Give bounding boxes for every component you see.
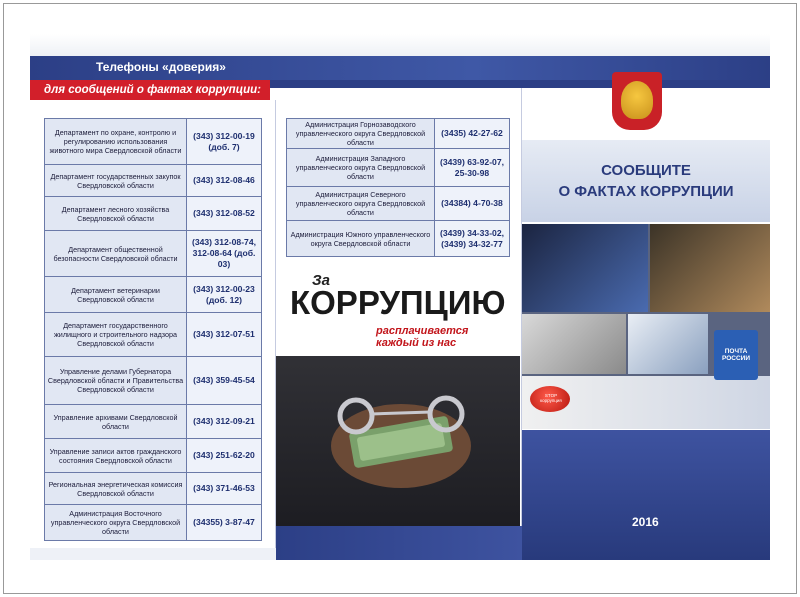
- phone-number: (343) 312-08-52: [187, 197, 262, 231]
- hotline-subtitle: для сообщений о фактах коррупции:: [44, 84, 262, 96]
- org-name: Департамент по охране, контролю и регулированию использования животного мира Свердловской области: [45, 119, 187, 165]
- phone-number: (3439) 34-33-02, (3439) 34-32-77: [435, 221, 510, 257]
- slogan-word: КОРРУПЦИЮ: [290, 284, 506, 321]
- table-row: [287, 119, 510, 149]
- coat-of-arms-icon: [612, 72, 662, 130]
- cover-title-line-2: О ФАКТАХ КОРРУПЦИИ: [558, 183, 734, 200]
- slogan-line-1: расплачивается: [376, 325, 469, 337]
- phone-number: (343) 371-46-53: [187, 473, 262, 505]
- org-name: Департамент лесного хозяйства Свердловской области: [45, 197, 187, 231]
- table-row: [287, 221, 510, 257]
- table-row: [287, 149, 510, 187]
- cover-year: 2016: [632, 515, 659, 529]
- org-name: Департамент государственных закупок Свердловской области: [45, 165, 187, 197]
- tablet-image: [522, 314, 626, 374]
- slogan-box: [276, 268, 520, 356]
- handcuffed-hands-illustration: [316, 376, 486, 496]
- table-row: [45, 313, 262, 357]
- hotline-title: Телефоны «доверия»: [96, 60, 226, 74]
- org-name: Департамент общественной безопасности Свердловской области: [45, 231, 187, 277]
- slogan-pays: [376, 326, 468, 349]
- org-name: Администрация Горнозаводского управленческого округа Свердловской области: [287, 119, 435, 149]
- contacts-table-middle: [286, 118, 510, 257]
- table-row: [45, 197, 262, 231]
- table-row: [45, 165, 262, 197]
- org-name: Департамент государственного жилищного и строительного надзора Свердловской области: [45, 313, 187, 357]
- phone-number: (343) 251-62-20: [187, 439, 262, 473]
- table-row: [45, 505, 262, 541]
- phone-number: (343) 312-08-46: [187, 165, 262, 197]
- cover-title-line-1: СООБЩИТЕ: [601, 162, 691, 179]
- cover-bottom-band: [522, 430, 770, 560]
- contacts-table-left: [44, 118, 262, 541]
- stop-label-2: коррупция: [540, 397, 562, 403]
- smartphone-image: [628, 314, 708, 374]
- org-name: Управление записи актов гражданского состояния Свердловской области: [45, 439, 187, 473]
- table-row: [45, 357, 262, 405]
- org-name: Администрация Северного управленческого округа Свердловской области: [287, 187, 435, 221]
- phone-number: (343) 312-09-21: [187, 405, 262, 439]
- table-row: [287, 187, 510, 221]
- table-row: [45, 473, 262, 505]
- org-name: Управление делами Губернатора Свердловской области и Правительства Свердловской области: [45, 357, 187, 405]
- anti-corruption-poster: [276, 268, 520, 526]
- telephone-image: [650, 224, 770, 312]
- stop-label: [534, 394, 568, 404]
- org-name: Региональная энергетическая комиссия Свердловской области: [45, 473, 187, 505]
- postbox-label-1: ПОЧТА: [724, 348, 748, 355]
- table-row: [45, 119, 262, 165]
- org-name: Администрация Восточного управленческого округа Свердловской области: [45, 505, 187, 541]
- org-name: Департамент ветеринарии Свердловской области: [45, 277, 187, 313]
- postbox-icon: [714, 330, 758, 380]
- postbox-label: [716, 348, 756, 362]
- left-bottom-band: [30, 548, 276, 560]
- slogan-za: За: [312, 272, 330, 289]
- org-name: Администрация Южного управленческого округа Свердловской области: [287, 221, 435, 257]
- phone-number: (343) 312-00-23 (доб. 12): [187, 277, 262, 313]
- slogan-line-2: каждый из нас: [376, 336, 457, 349]
- banner-blue-right: [270, 80, 770, 88]
- middle-bottom-band: [276, 526, 522, 560]
- phone-number: (3435) 42-27-62: [435, 119, 510, 149]
- phone-number: (343) 359-45-54: [187, 357, 262, 405]
- phone-number: (34355) 3-87-47: [187, 505, 262, 541]
- cover-title: [522, 160, 770, 202]
- phone-number: (34384) 4-70-38: [435, 187, 510, 221]
- table-row: [45, 405, 262, 439]
- phone-number: (3439) 63-92-07, 25-30-98: [435, 149, 510, 187]
- envelopes-keyboard-image: [522, 224, 648, 312]
- phone-number: (343) 312-08-74, 312-08-64 (доб. 03): [187, 231, 262, 277]
- phone-number: (343) 312-07-51: [187, 313, 262, 357]
- org-name: Администрация Западного управленческого округа Свердловской области: [287, 149, 435, 187]
- table-row: [45, 439, 262, 473]
- table-row: [45, 277, 262, 313]
- stop-label-1: STOP: [544, 393, 558, 398]
- banner-white-stripe: [30, 34, 770, 56]
- postbox-label-2: РОССИИ: [721, 355, 751, 363]
- phone-number: (343) 312-00-19 (доб. 7): [187, 119, 262, 165]
- org-name: Управление архивами Свердловской области: [45, 405, 187, 439]
- table-row: [45, 231, 262, 277]
